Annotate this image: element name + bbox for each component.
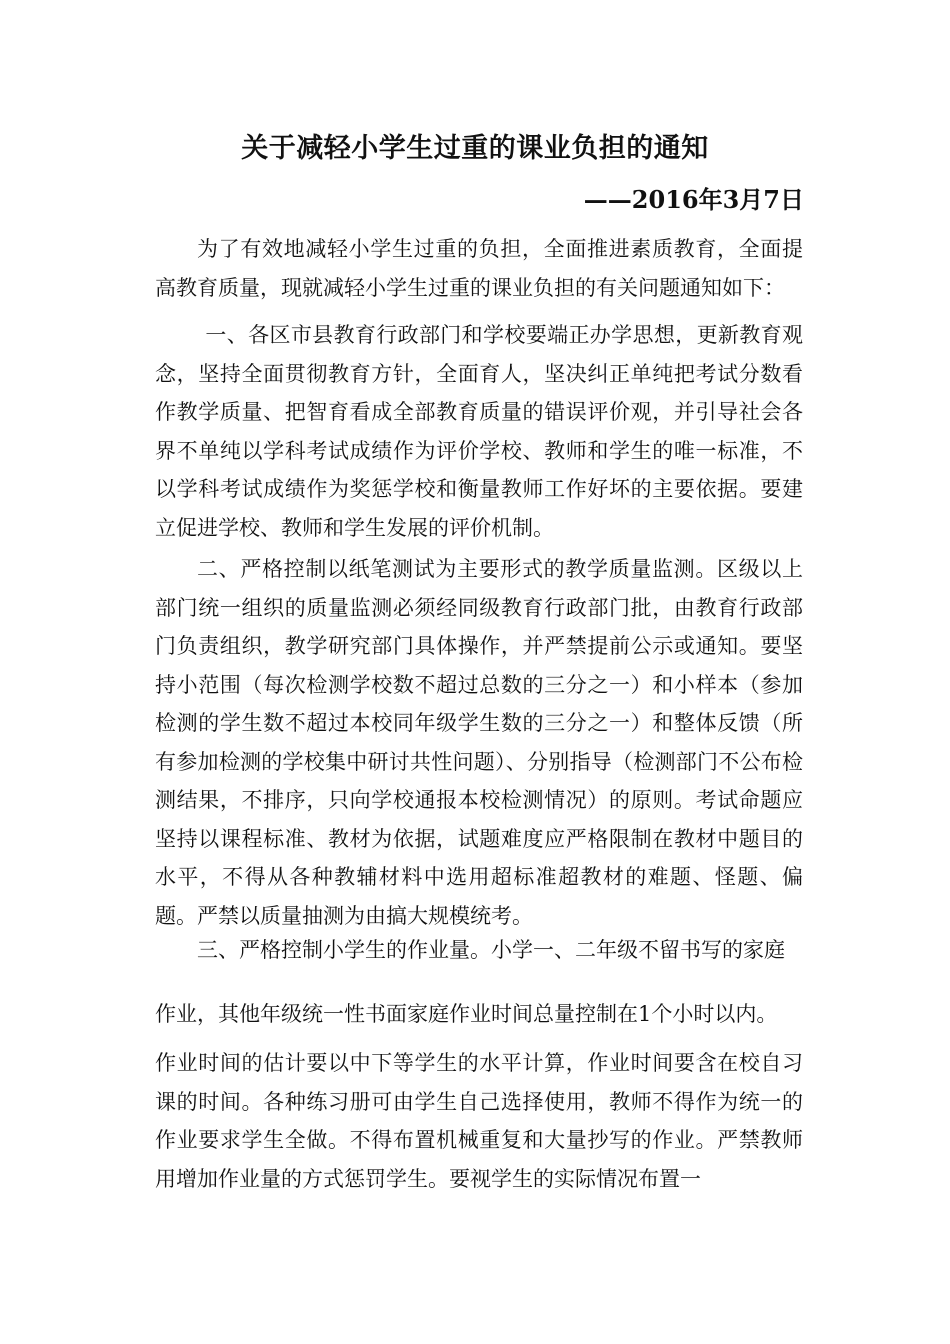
paragraph-section-3-line-2: 作业，其他年级统一性书面家庭作业时间总量控制在1个小时以内。 (155, 1002, 778, 1026)
paragraph-section-3-continued: 作业时间的估计要以中下等学生的水平计算，作业时间要含在校自习课的时间。各种练习册可由学生自己选择使用，教师不得作为统一的作业要求学生全做。不得布置机械重复和大量抄写的作业。严禁教师用增加作业量的方式惩罚学生。要视学生的实际情况布置一 (155, 1051, 803, 1191)
paragraph-intro: 为了有效地减轻小学生过重的负担，全面推进素质教育，全面提高教育质量，现就减轻小学生过重的课业负担的有关问题通知如下： (155, 237, 803, 300)
paragraph-section-3-line-1: 三、严格控制小学生的作业量。小学一、二年级不留书写的家庭 (197, 938, 785, 962)
document-title: 关于减轻小学生过重的课业负担的通知 (241, 133, 709, 164)
document-date: ——2016年3月7日 (583, 185, 804, 214)
paragraph-section-1: 一、各区市县教育行政部门和学校要端正办学思想，更新教育观念，坚持全面贯彻教育方针，全面育人，坚决纠正单纯把考试分数看作教学质量、把智育看成全部教育质量的错误评价观，并引导社会各界不单纯以学科考试成绩作为评价学校、教师和学生的唯一标准，不以学科考试成绩作为奖惩学校和衡量教师工作好坏的主要依据。要建立促进学校、教师和学生发展的评价机制。 (155, 323, 803, 540)
paragraph-section-2: 二、严格控制以纸笔测试为主要形式的教学质量监测。区级以上部门统一组织的质量监测必须经同级教育行政部门批，由教育行政部门负责组织，教学研究部门具体操作，并严禁提前公示或通知。要坚持小范围（每次检测学校数不超过总数的三分之一）和小样本（参加检测的学生数不超过本校同年级学生数的三分之一）和整体反馈（所有参加检测的学校集中研讨共性问题）、分别指导（检测部门不公布检测结果，不排序，只向学校通报本校检测情况）的原则。考试命题应坚持以课程标准、教材为依据，试题难度应严格限制在教材中题目的水平，不得从各种教辅材料中选用超标准超教材的难题、怪题、偏题。严禁以质量抽测为由搞大规模统考。 (155, 557, 803, 928)
